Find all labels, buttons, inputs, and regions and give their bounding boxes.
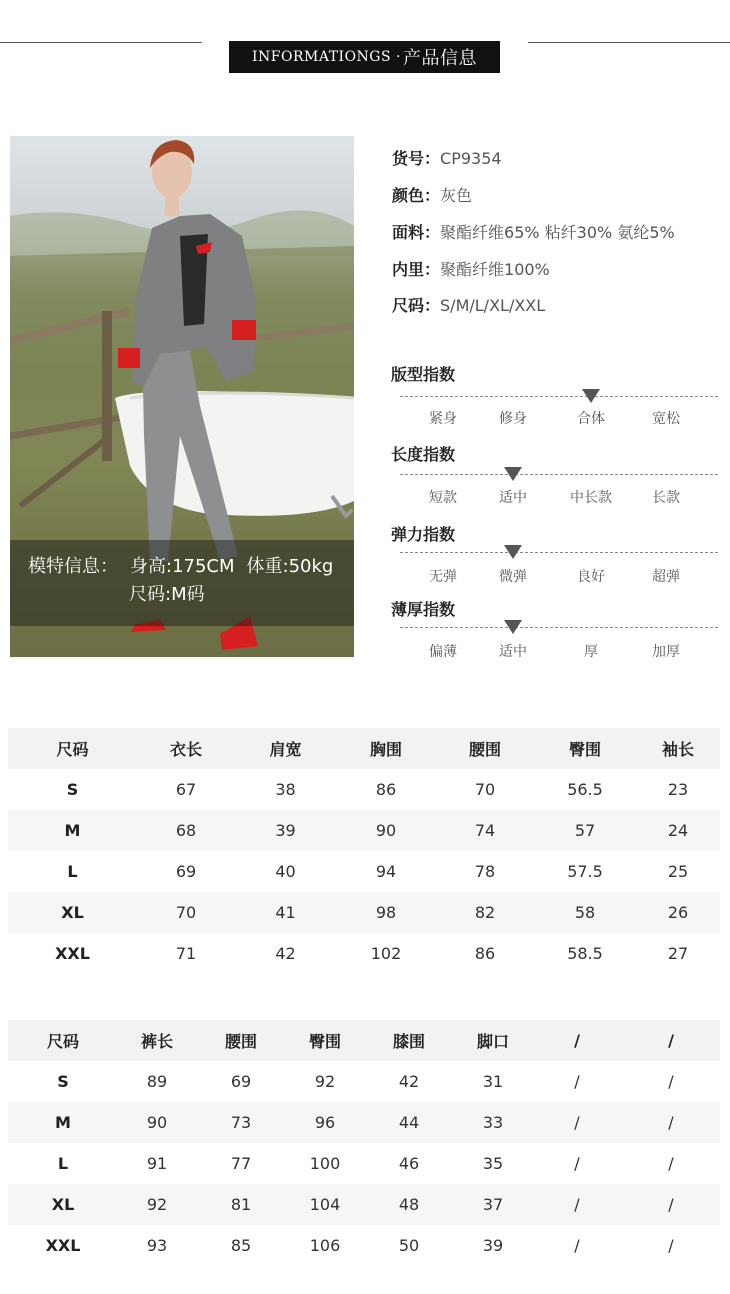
table-cell: 42 [275, 944, 296, 963]
table-cell: 58 [574, 903, 596, 922]
table-cell: XL [51, 1195, 75, 1214]
table-cell: / [668, 1236, 674, 1255]
table-row [8, 769, 720, 810]
model-photo [10, 136, 354, 657]
table-row [8, 1225, 720, 1266]
table-cell: 89 [146, 1072, 168, 1091]
table-header-cell: 尺码 [56, 740, 89, 759]
table-header-cell: 肩宽 [269, 740, 302, 759]
index-scale-line [400, 627, 718, 628]
index-option: 短款 [429, 490, 457, 506]
table-cell: / [668, 1154, 674, 1173]
header-title-en: INFORMATIONGS · [252, 49, 401, 65]
table-cell: / [574, 1154, 580, 1173]
table-cell: 106 [309, 1236, 341, 1255]
table-cell: 86 [375, 780, 397, 799]
table-cell: 44 [398, 1113, 420, 1132]
table-header-cell: / [574, 1031, 580, 1050]
spec-key: 货号： [392, 149, 441, 168]
table-cell: 31 [482, 1072, 504, 1091]
table-row [8, 1184, 720, 1225]
table-cell: 35 [482, 1154, 504, 1173]
header-title-zh: 产品信息 [402, 48, 477, 69]
index-option: 无弹 [429, 569, 457, 585]
table-cell: 39 [482, 1236, 504, 1255]
index-option: 良好 [577, 569, 605, 585]
table-cell: XXL [55, 944, 90, 963]
index-marker-icon [582, 389, 600, 403]
index-scale-line [400, 474, 718, 475]
table-cell: 70 [175, 903, 197, 922]
table-cell: 91 [146, 1154, 168, 1173]
table-cell: 70 [474, 780, 496, 799]
table-cell: 104 [309, 1195, 341, 1214]
table-cell: 92 [146, 1195, 168, 1214]
table-header-row [8, 728, 720, 769]
model-height: 身高:175CM [130, 556, 235, 577]
table-cell: 56.5 [567, 780, 603, 799]
table-cell: S [66, 780, 79, 799]
table-header-cell: 衣长 [169, 740, 202, 759]
table-cell: 40 [275, 862, 296, 881]
table-cell: / [574, 1072, 580, 1091]
model-info-overlay [10, 540, 354, 626]
index-option: 偏薄 [429, 644, 457, 660]
index-option: 合体 [577, 411, 605, 427]
table-cell: 90 [146, 1113, 168, 1132]
model-info-line-1 [28, 552, 345, 578]
table-cell: M [55, 1113, 71, 1132]
model-info-label: 模特信息： [28, 556, 118, 577]
table-header-cell: 胸围 [369, 740, 402, 759]
table-cell: / [574, 1113, 580, 1132]
table-row [8, 1061, 720, 1102]
table-cell: M [64, 821, 81, 840]
table-row [8, 892, 720, 933]
table-cell: 37 [482, 1195, 504, 1214]
table-cell: 41 [275, 903, 296, 922]
table-row [8, 933, 720, 974]
table-cell: XL [61, 903, 84, 922]
index-title: 版型指数 [391, 365, 456, 384]
index-option: 中长款 [570, 490, 612, 506]
header-divider-left [0, 42, 202, 43]
table-cell: 57 [574, 821, 596, 840]
table-cell: / [668, 1195, 674, 1214]
index-option: 修身 [499, 411, 527, 427]
table-cell: 26 [667, 903, 689, 922]
table-cell: 46 [398, 1154, 420, 1173]
table-header-cell: 腰围 [224, 1032, 257, 1051]
spec-value: CP9354 [440, 149, 502, 168]
spec-key: 内里： [392, 260, 441, 279]
index-option: 微弹 [499, 569, 527, 585]
pants-size-table [8, 1020, 720, 1266]
spec-row [392, 146, 502, 169]
spec-value: 聚酯纤维100% [440, 260, 550, 279]
table-row [8, 1143, 720, 1184]
index-option: 紧身 [429, 411, 457, 427]
spec-key: 尺码： [392, 296, 441, 315]
table-cell: 82 [474, 903, 496, 922]
model-size: 尺码:M码 [129, 584, 205, 605]
table-cell: 69 [175, 862, 197, 881]
table-cell: 86 [474, 944, 496, 963]
table-cell: / [668, 1072, 674, 1091]
spec-key: 面料： [392, 223, 441, 242]
table-cell: / [574, 1195, 580, 1214]
table-row [8, 810, 720, 851]
index-title: 长度指数 [391, 445, 456, 464]
index-marker-icon [504, 620, 522, 634]
header-divider-right [528, 42, 730, 43]
index-marker-icon [504, 545, 522, 559]
table-cell: 77 [230, 1154, 252, 1173]
table-cell: L [57, 1154, 69, 1173]
index-title: 薄厚指数 [391, 600, 456, 619]
index-option: 宽松 [652, 411, 680, 427]
table-cell: 81 [230, 1195, 252, 1214]
table-cell: 42 [398, 1072, 420, 1091]
table-row [8, 851, 720, 892]
index-option: 适中 [499, 644, 527, 660]
table-cell: 98 [375, 903, 397, 922]
index-scale-line [400, 552, 718, 553]
index-option: 适中 [499, 490, 527, 506]
table-cell: 78 [474, 862, 496, 881]
index-option: 长款 [652, 490, 680, 506]
spec-row [392, 220, 675, 243]
spec-key: 颜色： [392, 186, 441, 205]
index-option: 加厚 [652, 644, 680, 660]
spec-row [392, 257, 550, 280]
model-weight: 体重:50kg [246, 556, 334, 577]
table-cell: 39 [275, 821, 296, 840]
table-cell: 96 [314, 1113, 336, 1132]
table-cell: 85 [230, 1236, 252, 1255]
index-option: 厚 [584, 644, 598, 660]
table-cell: S [57, 1072, 69, 1091]
table-cell: 93 [146, 1236, 168, 1255]
table-cell: 90 [375, 821, 397, 840]
spec-value: 灰色 [440, 186, 473, 205]
spec-value: 聚酯纤维65% 粘纤30% 氨纶5% [440, 223, 675, 242]
table-cell: 50 [398, 1236, 420, 1255]
table-header-cell: 脚口 [476, 1032, 509, 1051]
index-marker-icon [504, 467, 522, 481]
index-scale-line [400, 396, 718, 397]
index-option: 超弹 [652, 569, 680, 585]
table-cell: 100 [309, 1154, 341, 1173]
table-cell: 74 [474, 821, 496, 840]
table-cell: L [67, 862, 78, 881]
table-header-cell: 腰围 [468, 740, 501, 759]
table-cell: 68 [175, 821, 197, 840]
table-header-cell: 膝围 [392, 1032, 425, 1051]
table-header-row [8, 1020, 720, 1061]
table-cell: XXL [45, 1236, 81, 1255]
section-header [229, 41, 500, 73]
spec-row [392, 183, 472, 206]
table-cell: 67 [175, 780, 197, 799]
table-cell: 58.5 [567, 944, 603, 963]
spec-row [392, 293, 545, 316]
spec-value: S/M/L/XL/XXL [440, 296, 546, 315]
table-cell: 33 [482, 1113, 504, 1132]
table-cell: 27 [667, 944, 689, 963]
table-cell: 25 [667, 862, 689, 881]
table-row [8, 1102, 720, 1143]
table-header-cell: 臀围 [308, 1032, 341, 1051]
table-cell: 38 [275, 780, 296, 799]
table-cell: 57.5 [567, 862, 603, 881]
table-cell: 102 [370, 944, 402, 963]
table-header-cell: 尺码 [46, 1032, 79, 1051]
table-cell: 94 [375, 862, 397, 881]
table-cell: 48 [398, 1195, 420, 1214]
table-cell: 69 [230, 1072, 252, 1091]
table-header-cell: / [668, 1031, 674, 1050]
table-cell: 23 [667, 780, 689, 799]
table-cell: 24 [667, 821, 689, 840]
table-header-cell: 臀围 [568, 740, 601, 759]
table-cell: 71 [175, 944, 197, 963]
index-title: 弹力指数 [391, 525, 456, 544]
table-cell: 73 [230, 1113, 252, 1132]
table-cell: 92 [314, 1072, 336, 1091]
table-header-cell: 裤长 [140, 1032, 173, 1051]
table-header-cell: 袖长 [661, 740, 694, 759]
table-cell: / [574, 1236, 580, 1255]
top-size-table [8, 728, 720, 974]
table-cell: / [668, 1113, 674, 1132]
